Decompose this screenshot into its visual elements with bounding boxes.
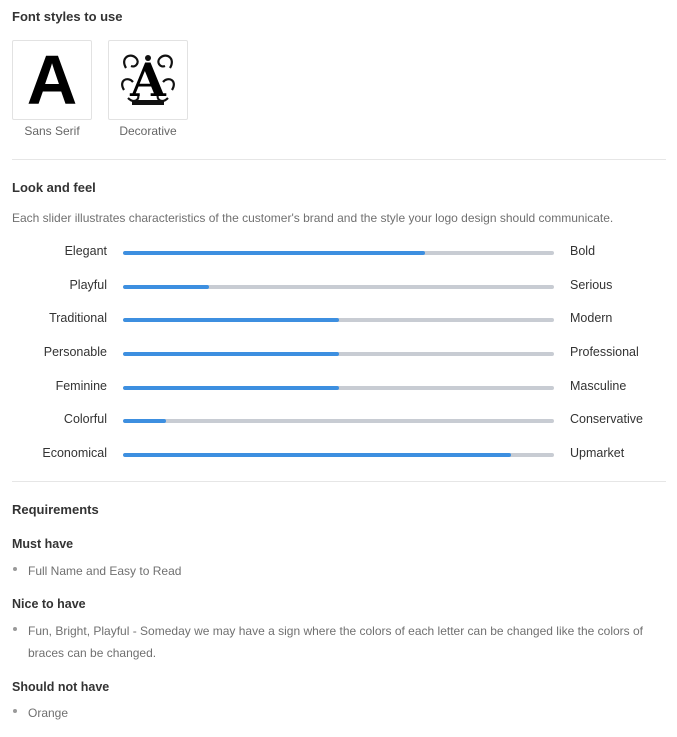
decorative-glyph: A [130,53,166,107]
slider-row [0,410,677,430]
slider-track [123,386,554,390]
must-have-heading: Must have [12,537,74,551]
slider-fill [123,386,339,390]
slider-row [0,276,677,296]
list-item: Orange [12,702,652,724]
bullet-icon [13,627,17,631]
slider-fill [123,352,339,356]
slider-right-label: Modern [570,311,613,325]
slider-left-label: Elegant [64,244,107,258]
list-item: Fun, Bright, Playful - Someday we may have a sign where the colors of each letter can be changed like the colors of braces can be changed. [12,620,672,664]
slider-right-label: Conservative [570,412,643,426]
slider-track [123,251,554,255]
sans-serif-glyph: A [26,41,78,119]
slider-row [0,444,677,464]
slider-left-label: Colorful [63,412,107,426]
font-card-sans-serif [12,40,92,120]
list-item: Full Name and Easy to Read [12,560,652,582]
slider-fill [123,251,425,255]
look-and-feel-description: Each slider illustrates characteristics of the customer's brand and the style your logo design should communicate. [12,211,614,225]
slider-track [123,352,554,356]
slider-right-label: Bold [570,244,596,258]
look-and-feel-heading: Look and feel [12,180,96,195]
slider-fill [123,419,166,423]
slider-left-label: Feminine [55,379,107,393]
bullet-icon [13,567,17,571]
nice-to-have-heading: Nice to have [12,597,86,611]
font-styles-heading: Font styles to use [12,9,123,24]
slider-row [0,242,677,262]
font-card-decorative [108,40,188,120]
slider-fill [123,318,339,322]
slider-fill [123,285,209,289]
slider-right-label: Masculine [570,379,627,393]
slider-left-label: Economical [42,446,107,460]
bullet-icon [13,709,17,713]
divider [12,159,666,160]
font-card-label-sans-serif: Sans Serif [24,124,80,138]
slider-fill [123,453,511,457]
font-card-label-decorative: Decorative [119,124,177,138]
slider-track [123,419,554,423]
slider-track [123,318,554,322]
slider-right-label: Serious [570,278,613,292]
slider-track [123,453,554,457]
slider-row [0,309,677,329]
should-not-have-heading: Should not have [12,680,110,694]
slider-left-label: Traditional [49,311,107,325]
slider-right-label: Upmarket [570,446,625,460]
requirements-heading: Requirements [12,502,99,517]
slider-right-label: Professional [570,345,639,359]
slider-row [0,343,677,363]
slider-left-label: Personable [43,345,107,359]
slider-track [123,285,554,289]
slider-row [0,377,677,397]
slider-left-label: Playful [69,278,107,292]
divider [12,481,666,482]
